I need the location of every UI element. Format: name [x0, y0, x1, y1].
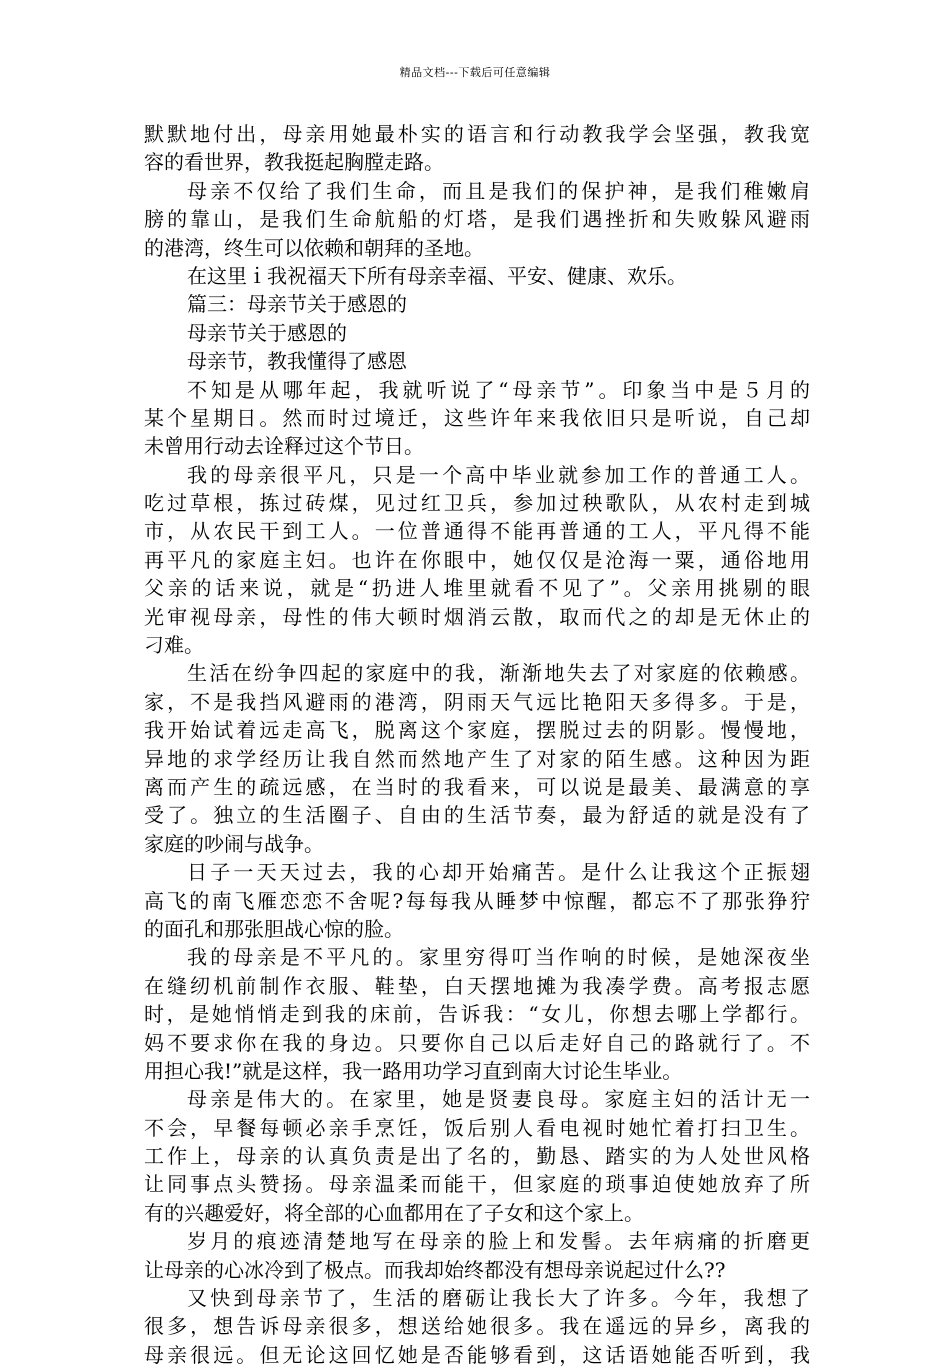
text-line: 我的母亲很平凡，只是一个高中毕业就参加工作的普通工人。: [187, 462, 810, 487]
text-line: 工作上，母亲的认真负责是出了名的，勤恳、踏实的为人处世风格: [144, 1144, 810, 1169]
text-line: 母亲是伟大的。在家里，她是贤妻良母。家庭主妇的活计无一: [187, 1087, 810, 1112]
text-line: 让母亲的心冰冷到了极点。而我却始终都没有想母亲说起过什么??: [144, 1257, 726, 1282]
text-line: 父亲的话来说，就是“扔进人堆里就看不见了”。父亲用挑剔的眼: [144, 576, 810, 601]
text-line: 很多，想告诉母亲很多，想送给她很多。我在遥远的异乡，离我的: [144, 1314, 810, 1339]
text-line: 容的看世界，教我挺起胸膛走路。: [144, 150, 444, 175]
text-line: 我开始试着远走高飞，脱离这个家庭，摆脱过去的阴影。慢慢地，: [144, 718, 810, 743]
text-line: 妈不要求你在我的身边。只要你自己以后走好自己的路就行了。不: [144, 1030, 810, 1055]
text-line: 家庭的吵闹与战争。: [144, 831, 324, 856]
paragraph: [144, 376, 810, 461]
text-line: 默默地付出，母亲用她最朴实的语言和行动教我学会坚强，教我宽: [144, 122, 810, 146]
text-line: 在这里ｉ我祝福天下所有母亲幸福、平安、健康、欢乐。: [187, 263, 687, 288]
text-line: 的面孔和那张胆战心惊的脸。: [144, 916, 404, 941]
text-line: 未曾用行动去诠释过这个节日。: [144, 434, 424, 459]
paragraph: [144, 1085, 810, 1227]
text-line: 异地的求学经历让我自然而然地产生了对家的陌生感。这种因为距: [144, 746, 810, 771]
text-line: 我的母亲是不平凡的。家里穷得叮当作响的时候，是她深夜坐: [187, 945, 810, 970]
text-line: 家，不是我挡风避雨的港湾，阴雨天气远比艳阳天多得多。于是，: [144, 689, 810, 714]
text-line: 篇三：母亲节关于感恩的: [187, 292, 407, 317]
text-line: 刁难。: [144, 633, 204, 658]
text-line: 膀的靠山，是我们生命航船的灯塔，是我们遇挫折和失败躲风避雨: [144, 207, 810, 232]
text-line: 离而产生的疏远感，在当时的我看来，可以说是最美、最满意的享: [144, 774, 810, 799]
text-line: 在缝纫机前制作衣服、鞋垫，白天摆地摊为我凑学费。高考报志愿: [144, 973, 810, 998]
text-line: 市，从农民干到工人。一位普通得不能再普通的工人，平凡得不能: [144, 519, 810, 544]
page-header: 精品文档---下载后可任意编辑: [399, 66, 551, 79]
paragraph: [144, 290, 810, 318]
paragraph: [144, 858, 810, 943]
paragraph: [144, 659, 810, 858]
text-line: 生活在纷争四起的家庭中的我，渐渐地失去了对家庭的依赖感。: [187, 661, 810, 686]
paragraph: [144, 1227, 810, 1284]
text-line: 有的兴趣爱好，将全部的心血都用在了子女和这个家上。: [144, 1200, 644, 1225]
text-line: 的港湾，终生可以依赖和朝拜的圣地。: [144, 235, 484, 260]
text-line: 时，是她悄悄走到我的床前，告诉我：“女儿，你想去哪上学都行。: [144, 1002, 810, 1027]
paragraph: [144, 177, 810, 262]
text-line: 母亲很远。但无论这回忆她是否能够看到，这话语她能否听到，我: [144, 1342, 810, 1367]
paragraph: [144, 943, 810, 1085]
text-line: 母亲节，教我懂得了感恩: [187, 349, 407, 374]
text-line: 吃过草根，拣过砖煤，见过红卫兵，参加过秧歌队，从农村走到城: [144, 491, 810, 516]
paragraph: [144, 347, 810, 375]
text-line: 高飞的南飞雁恋恋不舍呢?每每我从睡梦中惊醒，都忘不了那张狰狞: [144, 888, 810, 913]
text-line: 再平凡的家庭主妇。也许在你眼中，她仅仅是沧海一粟，通俗地用: [144, 547, 810, 572]
text-line: 又快到母亲节了，生活的磨砺让我长大了许多。今年，我想了: [187, 1286, 810, 1311]
text-line: 不知是从哪年起，我就听说了“母亲节”。印象当中是５月的: [187, 377, 810, 402]
text-line: 岁月的痕迹清楚地写在母亲的脸上和发髻。去年病痛的折磨更: [187, 1229, 810, 1254]
text-line: 日子一天天过去，我的心却开始痛苦。是什么让我这个正振翅: [187, 860, 810, 885]
text-line: 让同事点头赞扬。母亲温柔而能干，但家庭的琐事迫使她放弃了所: [144, 1172, 810, 1197]
text-line: 母亲节关于感恩的: [187, 320, 347, 345]
text-line: 不会，早餐每顿必亲手烹饪，饭后别人看电视时她忙着打扫卫生。: [144, 1115, 810, 1140]
text-line: 光审视母亲，母性的伟大顿时烟消云散，取而代之的却是无休止的: [144, 604, 810, 629]
paragraph: [144, 1284, 810, 1369]
text-line: 某个星期日。然而时过境迁，这些许年来我依旧只是听说，自己却: [144, 405, 810, 430]
paragraph: [144, 319, 810, 347]
document-body: [144, 120, 810, 1369]
paragraph: [144, 461, 810, 660]
text-line: 受了。独立的生活圈子、自由的生活节奏，最为舒适的就是没有了: [144, 803, 810, 828]
paragraph: [144, 262, 810, 290]
paragraph: [144, 120, 810, 177]
text-line: 用担心我!”就是这样，我一路用功学习直到南大讨论生毕业。: [144, 1058, 683, 1083]
text-line: 母亲不仅给了我们生命，而且是我们的保护神，是我们稚嫩肩: [187, 178, 810, 203]
